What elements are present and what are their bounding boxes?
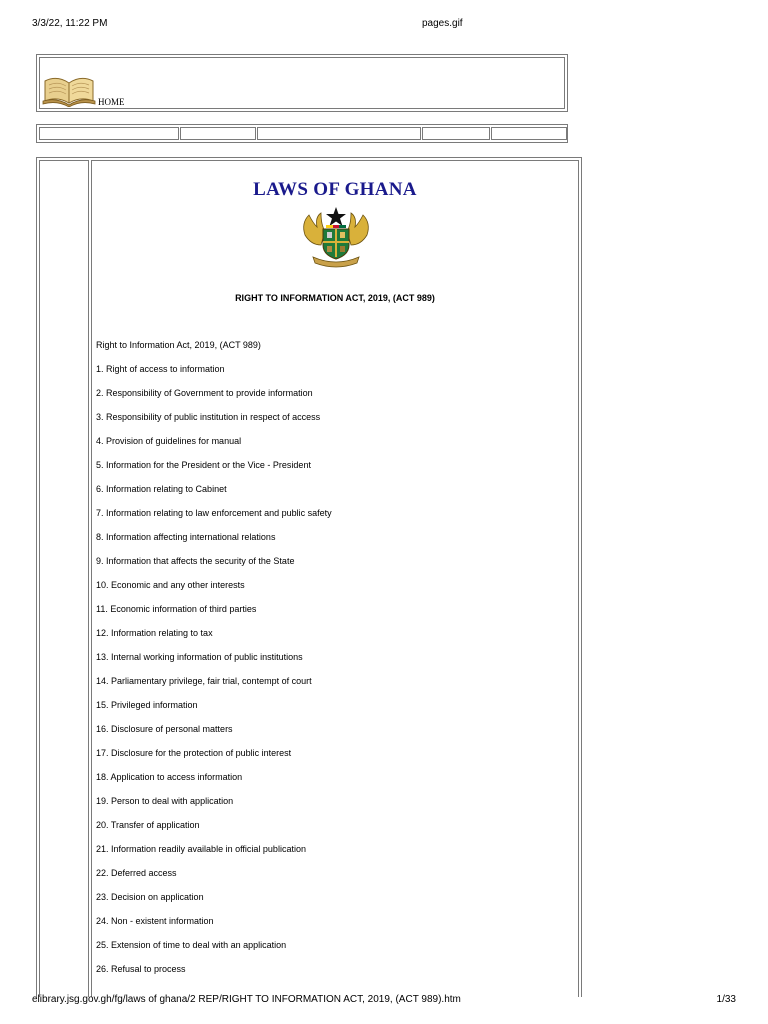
print-datetime: 3/3/22, 11:22 PM <box>32 18 108 29</box>
toc-item[interactable]: 10. Economic and any other interests <box>96 580 245 590</box>
toc-item[interactable]: 21. Information readily available in official publication <box>96 844 306 854</box>
open-book-icon[interactable] <box>41 73 97 107</box>
print-url: elibrary.jsg.gov.gh/fg/laws of ghana/2 REP/RIGHT TO INFORMATION ACT, 2019, (ACT 989).htm <box>32 994 461 1005</box>
print-page-number: 1/33 <box>716 994 736 1005</box>
print-footer <box>32 994 736 1008</box>
toc-item[interactable]: 6. Information relating to Cabinet <box>96 484 227 494</box>
toc-item[interactable]: 17. Disclosure for the protection of public interest <box>96 748 292 758</box>
toc-item[interactable]: 13. Internal working information of public institutions <box>96 652 303 662</box>
toc-item[interactable]: 7. Information relating to law enforcement and public safety <box>96 508 332 518</box>
toc-item[interactable]: 1. Right of access to information <box>96 364 225 374</box>
toc-item[interactable]: Right to Information Act, 2019, (ACT 989) <box>96 340 261 350</box>
toc-item[interactable]: 8. Information affecting international relations <box>96 532 276 542</box>
toc-item[interactable]: 2. Responsibility of Government to provide information <box>96 388 313 398</box>
toc-item[interactable]: 12. Information relating to tax <box>96 628 213 638</box>
content-column <box>91 160 579 997</box>
home-link[interactable]: HOME <box>98 97 125 107</box>
nav-cell-1[interactable] <box>39 127 179 140</box>
main-table <box>36 157 582 997</box>
toc-item[interactable]: 20. Transfer of application <box>96 820 200 830</box>
toc-item[interactable]: 23. Decision on application <box>96 892 204 902</box>
print-header <box>32 18 736 32</box>
coat-of-arms-emblem <box>299 205 373 269</box>
toc-item[interactable]: 9. Information that affects the security of the State <box>96 556 295 566</box>
nav-cell-4[interactable] <box>422 127 490 140</box>
toc-item[interactable]: 25. Extension of time to deal with an application <box>96 940 287 950</box>
left-column <box>39 160 89 997</box>
toc-item[interactable]: 18. Application to access information <box>96 772 243 782</box>
toc-item[interactable]: 15. Privileged information <box>96 700 198 710</box>
table-of-contents <box>96 339 574 987</box>
act-heading: RIGHT TO INFORMATION ACT, 2019, (ACT 989) <box>235 293 435 303</box>
home-panel <box>36 54 568 112</box>
nav-cell-3[interactable] <box>257 127 421 140</box>
page-title: LAWS OF GHANA <box>253 179 417 200</box>
toc-item[interactable]: 5. Information for the President or the Vice - President <box>96 460 311 470</box>
toc-item[interactable]: 26. Refusal to process <box>96 964 186 974</box>
toc-item[interactable]: 22. Deferred access <box>96 868 177 878</box>
nav-cell-5[interactable] <box>491 127 567 140</box>
toc-item[interactable]: 4. Provision of guidelines for manual <box>96 436 242 446</box>
toc-item[interactable]: 19. Person to deal with application <box>96 796 234 806</box>
toc-item[interactable]: 3. Responsibility of public institution in respect of access <box>96 412 321 422</box>
nav-cell-2[interactable] <box>180 127 256 140</box>
print-doc-title: pages.gif <box>422 18 463 29</box>
toc-item[interactable]: 14. Parliamentary privilege, fair trial, contempt of court <box>96 676 312 686</box>
toc-item[interactable]: 24. Non - existent information <box>96 916 214 926</box>
nav-table <box>36 124 568 143</box>
toc-item[interactable]: 16. Disclosure of personal matters <box>96 724 233 734</box>
toc-item[interactable]: 11. Economic information of third parties <box>96 604 257 614</box>
